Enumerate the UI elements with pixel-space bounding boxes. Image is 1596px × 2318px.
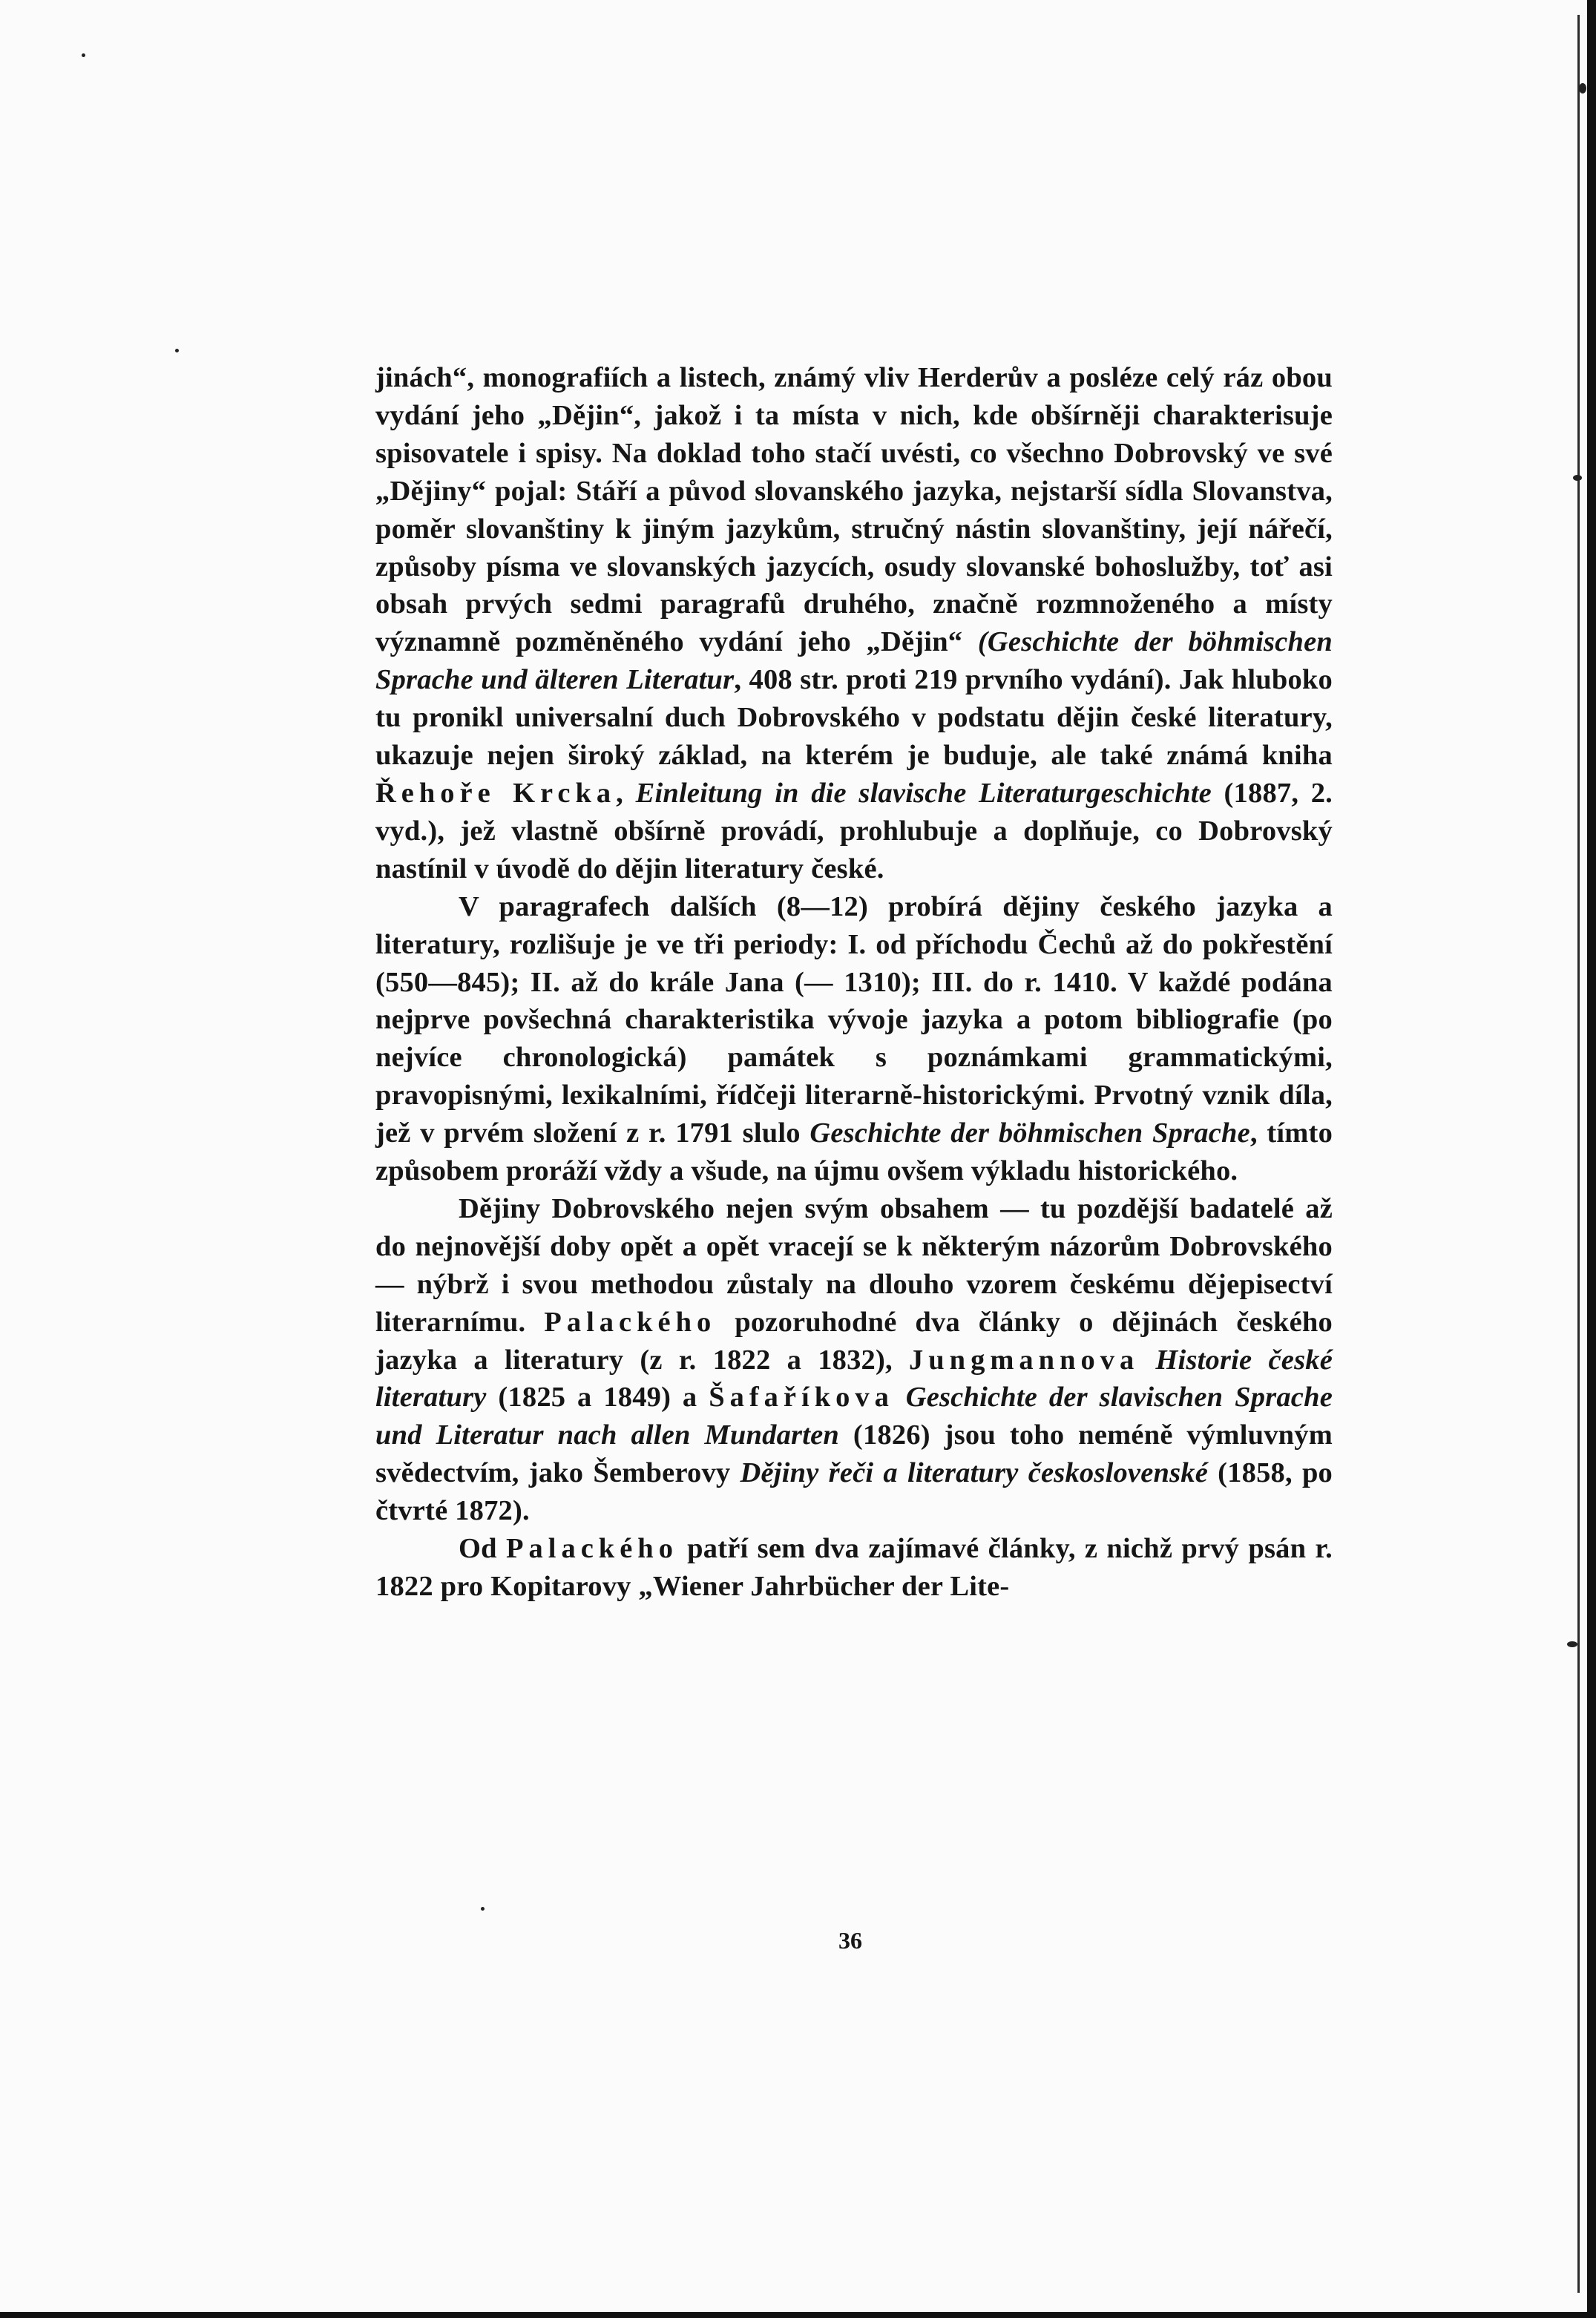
scan-speck xyxy=(82,53,85,57)
paragraph-p4 xyxy=(375,1530,1333,1606)
scan-edge-line xyxy=(1577,15,1580,2293)
text-run xyxy=(894,1382,906,1413)
scan-speck xyxy=(481,1907,485,1911)
spaced-name: Řehoře Krcka xyxy=(375,777,617,809)
paragraph-p3 xyxy=(375,1190,1333,1530)
scan-edge-bottom xyxy=(0,2312,1596,2318)
text-run: , 408 str. proti 219 prvního vydání). Jak hluboko tu pronikl universalní duch Dobrovského v podstatu dějin české literatury, ukazuje nejen široký základ, na kterém je buduje, ale také známá kniha xyxy=(375,664,1333,772)
italic-title: Geschichte der böhmischen Sprache xyxy=(810,1117,1250,1149)
text-run xyxy=(1139,1344,1155,1376)
spaced-name: Palackého xyxy=(505,1533,678,1565)
text-run: , xyxy=(616,777,636,809)
text-run: (1858, po čtvrté 1872). xyxy=(375,1457,1333,1527)
spaced-name: Palackého xyxy=(544,1306,717,1338)
text-run: pozoruhodné dva články o dějinách českého jazyka a literatury (z r. 1822 a 1832), xyxy=(375,1306,1333,1376)
italic-title: Geschichte der slavischen Sprache und Literatur nach allen Mundarten xyxy=(375,1382,1333,1451)
text-run: (1825 a 1849) a xyxy=(486,1382,709,1414)
scan-speck xyxy=(1579,83,1586,93)
scan-speck xyxy=(1567,1641,1577,1647)
paragraph-p1 xyxy=(375,359,1333,888)
scan-edge-right xyxy=(1587,0,1596,2318)
spaced-name: Jungmannova xyxy=(909,1344,1140,1376)
text-run: (1887, 2. vyd.), jež vlastně obšírně provádí, prohlubuje a doplňuje, co Dobrovský nastínil v úvodě do dějin literatury české. xyxy=(375,777,1333,884)
italic-title: Dějiny řeči a literatury československé xyxy=(740,1457,1209,1489)
scan-speck xyxy=(175,349,179,352)
italic-title: Einleitung in die slavische Literaturgeschichte xyxy=(635,777,1212,809)
body-text xyxy=(375,359,1333,1606)
paragraph-p2 xyxy=(375,888,1333,1190)
italic-title: Historie české literatury xyxy=(375,1344,1333,1414)
italic-title: (Geschichte der böhmischen Sprache und älteren Literatur xyxy=(375,626,1333,696)
text-run: patří sem dva zajímavé články, z nichž prvý psán r. 1822 pro Kopitarovy „Wiener Jahrbücher der Lite- xyxy=(375,1533,1333,1602)
text-run: jinách“, monografiích a listech, známý vliv Herderův a posléze celý ráz obou vydání jeho „Dějin“, jakož i ta místa v nich, kde obšírněji charakterisuje spisovatele i spisy. Na doklad toho stačí uvésti, co všechno Dobrovský ve své „Dějiny“ pojal: Stáří a původ slovanského jazyka, nejstarší sídla Slovanstva, poměr slovanštiny k jiným jazykům, stručný nástin slovanštiny, její nářečí, způsoby písma ve slovanských jazycích, osudy slovanské bohoslužby, toť asi obsah prvých sedmi paragrafů druhého, značně rozmnoženého a místy významně pozměněného vydání jeho „Dějin“ xyxy=(375,362,1333,658)
page-number: 36 xyxy=(838,1927,862,1954)
spaced-name: Šafaříkova xyxy=(709,1382,894,1414)
text-run: V paragrafech dalších (8—12) probírá dějiny českého jazyka a literatury, rozlišuje je ve tři periody: I. od příchodu Čechů až do pokřestění (550—845); II. až do krále Jana (— 1310); III. do r. 1410. V každé podána nejprve povšechná charakteristika vývoje jazyka a potom bibliografie (po nejvíce chronologická) památek s poznámkami grammatickými, pravopisnými, lexikalními, řídčeji literarně-historickými. Prvotný vznik díla, jež v prvém složení z r. 1791 slulo xyxy=(375,890,1333,1149)
text-run: Dějiny Dobrovského nejen svým obsahem — tu pozdější badatelé až do nejnovější doby opět a opět vracejí se k některým názorům Dobrovského — nýbrž i svou methodou zůstaly na dlouho vzorem českému dějepisectví literarnímu. xyxy=(375,1192,1333,1338)
text-run: , tímto způsobem proráží vždy a všude, na újmu ovšem výkladu historického. xyxy=(375,1117,1333,1187)
text-run: (1826) jsou toho neméně výmluvným svědectvím, jako Šemberovy xyxy=(375,1419,1333,1489)
text-run: Od xyxy=(459,1533,506,1565)
scan-speck xyxy=(1573,475,1582,481)
